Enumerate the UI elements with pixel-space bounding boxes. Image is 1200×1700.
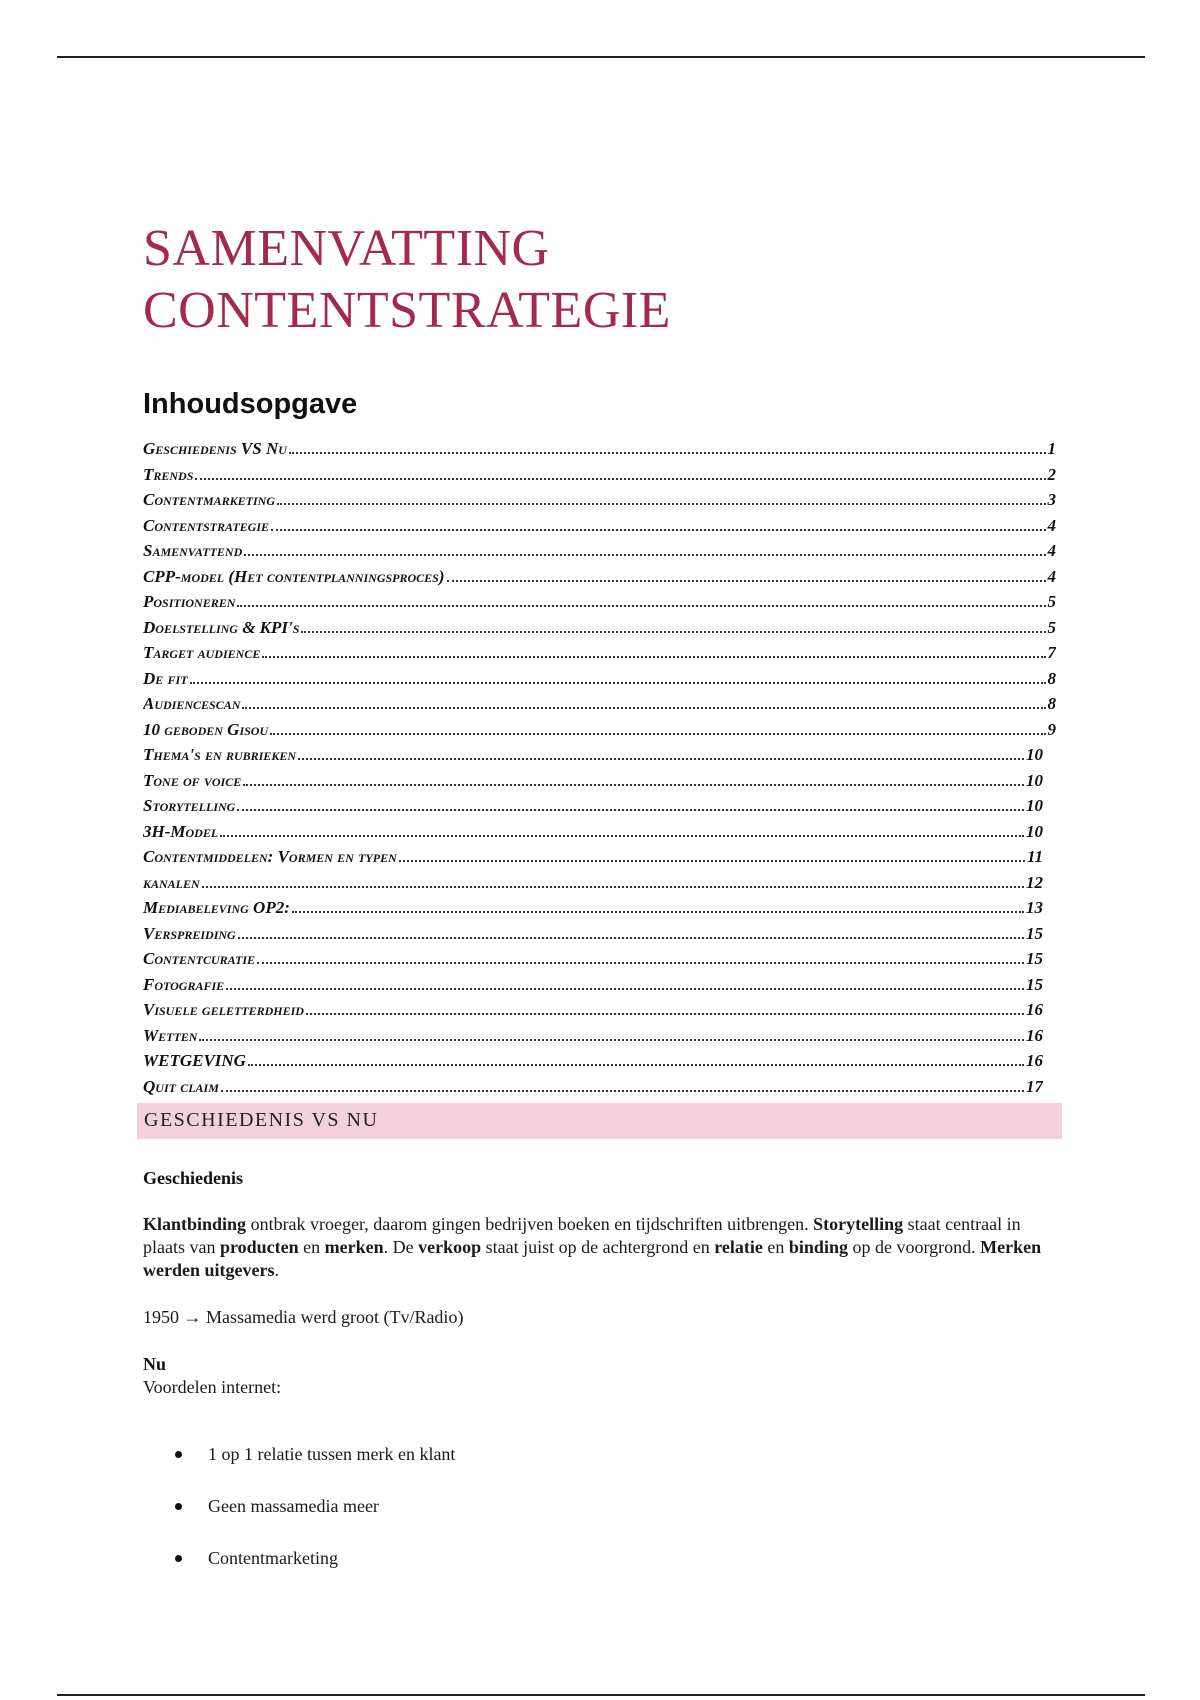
toc-leader-dots — [199, 1039, 1024, 1041]
bullet-icon — [175, 1503, 182, 1510]
list-item-text: Contentmarketing — [208, 1547, 338, 1568]
footer-rule — [57, 1694, 1145, 1696]
toc-entry-label[interactable]: Contentstrategie — [143, 515, 270, 535]
toc-entry-label[interactable]: CPP-model (Het contentplanningsproces) — [143, 566, 445, 586]
toc-entry[interactable] — [143, 592, 1056, 618]
bold-term: Klantbinding — [143, 1214, 247, 1234]
toc-entry-page[interactable]: 5 — [1047, 592, 1056, 611]
toc-leader-dots — [237, 605, 1045, 607]
toc-entry-label[interactable]: De fit — [143, 668, 188, 688]
toc-entry-page[interactable]: 3 — [1047, 490, 1056, 509]
toc-heading: Inhoudsopgave — [143, 388, 358, 420]
toc-entry[interactable] — [143, 618, 1056, 644]
bullet-icon — [175, 1555, 182, 1562]
toc-entry-label[interactable]: Fotografie — [143, 974, 225, 994]
toc-entry-page[interactable]: 9 — [1047, 719, 1056, 739]
toc-entry[interactable] — [143, 490, 1056, 516]
title-line-2: CONTENTSTRATEGIE — [143, 282, 671, 339]
toc-entry[interactable] — [143, 873, 1043, 899]
toc-entry-label[interactable]: Audiencescan — [143, 694, 241, 713]
toc-entry[interactable] — [143, 822, 1043, 848]
toc-leader-dots — [298, 758, 1024, 760]
toc-entry-label[interactable]: Storytelling — [143, 796, 236, 815]
toc-entry-page[interactable]: 4 — [1047, 566, 1056, 586]
toc-leader-dots — [292, 911, 1024, 913]
toc-entry-label[interactable]: Mediabeleving OP2: — [143, 898, 290, 917]
toc-entry-page[interactable]: 5 — [1047, 617, 1056, 637]
text-run: en — [298, 1237, 325, 1257]
toc-leader-dots — [257, 962, 1024, 964]
toc-entry-page[interactable]: 11 — [1026, 847, 1043, 866]
toc-entry[interactable] — [143, 796, 1043, 822]
toc-entry-page[interactable]: 12 — [1026, 872, 1043, 892]
toc-entry-page[interactable]: 4 — [1047, 541, 1056, 560]
toc-entry[interactable] — [143, 1077, 1043, 1103]
list-item — [175, 1532, 455, 1584]
toc-entry-page[interactable]: 10 — [1026, 745, 1043, 764]
toc-entry-label[interactable]: Positioneren — [143, 592, 236, 611]
toc-entry-label[interactable]: Contentmiddelen: Vormen en typen — [143, 847, 397, 866]
sub-heading-geschiedenis: Geschiedenis — [143, 1168, 244, 1188]
toc-entry-page[interactable]: 10 — [1026, 821, 1043, 841]
toc-entry-page[interactable]: 16 — [1026, 1000, 1043, 1019]
toc-leader-dots — [242, 707, 1045, 709]
section-heading: GESCHIEDENIS VS NU — [144, 1109, 379, 1131]
toc-entry-label[interactable]: Visuele geletterdheid — [143, 1000, 304, 1019]
toc-entry-label[interactable]: Contentmarketing — [143, 490, 276, 509]
toc-entry-page[interactable]: 7 — [1047, 643, 1056, 662]
toc-entry[interactable] — [143, 541, 1056, 567]
text-run: . De — [383, 1237, 419, 1257]
toc-entry[interactable] — [143, 567, 1056, 593]
toc-leader-dots — [190, 682, 1046, 684]
toc-leader-dots — [289, 452, 1046, 454]
toc-entry-label[interactable]: kanalen — [143, 872, 200, 892]
voordelen-label: Voordelen internet: — [143, 1377, 282, 1397]
toc-entry-page[interactable]: 17 — [1026, 1076, 1043, 1096]
toc-entry-page[interactable]: 8 — [1047, 668, 1056, 688]
sub-heading-nu: Nu — [143, 1354, 167, 1374]
toc-leader-dots — [447, 580, 1046, 582]
toc-entry-label[interactable]: WETGEVING — [143, 1051, 246, 1070]
toc-entry[interactable] — [143, 975, 1043, 1001]
toc-entry-page[interactable]: 15 — [1026, 923, 1043, 943]
paragraph-1950: 1950 → Massamedia werd groot (Tv/Radio) — [143, 1307, 464, 1327]
document-title — [143, 218, 671, 342]
bold-term: producten — [219, 1237, 299, 1257]
header-rule — [57, 56, 1145, 58]
toc-entry-page[interactable]: 13 — [1026, 898, 1043, 917]
list-item — [175, 1428, 455, 1480]
toc-entry-label[interactable]: Contentcuratie — [143, 949, 256, 968]
toc-entry[interactable] — [143, 847, 1043, 873]
toc-entry-page[interactable]: 15 — [1026, 949, 1043, 968]
toc-entry[interactable] — [143, 465, 1056, 491]
section-heading-bar — [137, 1103, 1062, 1139]
toc-entry-label[interactable]: Trends — [143, 464, 194, 484]
text-run: op de voorgrond. — [847, 1237, 981, 1257]
toc-leader-dots — [270, 733, 1045, 735]
toc-leader-dots — [262, 656, 1045, 658]
toc-entry[interactable] — [143, 439, 1056, 465]
bullet-icon — [175, 1451, 182, 1458]
text-run: ontbrak vroeger, daarom gingen bedrijven boeken en tijdschriften uitbrengen. — [246, 1214, 814, 1234]
toc-entry[interactable] — [143, 924, 1043, 950]
toc-leader-dots — [244, 554, 1045, 556]
toc-entry-label[interactable]: Quit claim — [143, 1076, 219, 1096]
toc-entry-page[interactable]: 15 — [1026, 974, 1043, 994]
table-of-contents — [143, 439, 1056, 1102]
toc-entry-page[interactable]: 16 — [1026, 1025, 1043, 1045]
toc-entry[interactable] — [143, 949, 1043, 975]
toc-leader-dots — [301, 631, 1045, 633]
toc-leader-dots — [248, 1064, 1024, 1066]
title-line-1: SAMENVATTING — [143, 220, 550, 277]
text-run: en — [762, 1237, 789, 1257]
toc-entry-label[interactable]: Geschiedenis VS Nu — [143, 439, 287, 458]
toc-leader-dots — [220, 835, 1024, 837]
toc-entry-label[interactable]: 10 geboden Gisou — [143, 719, 269, 739]
bold-term: merken — [324, 1237, 384, 1257]
toc-leader-dots — [399, 860, 1025, 862]
bold-term: Merken werden uitgevers — [143, 1237, 1042, 1280]
toc-leader-dots — [221, 1090, 1024, 1092]
toc-entry-page[interactable]: 2 — [1047, 464, 1056, 484]
toc-entry-page[interactable]: 10 — [1026, 796, 1043, 815]
bold-term: Storytelling — [813, 1214, 904, 1234]
toc-entry-label[interactable]: Wetten — [143, 1025, 198, 1045]
bold-term: relatie — [714, 1237, 763, 1257]
toc-entry[interactable] — [143, 1000, 1043, 1026]
toc-entry-label[interactable]: Target audience — [143, 643, 261, 662]
toc-entry-page[interactable]: 4 — [1047, 515, 1056, 535]
toc-entry-label[interactable]: Verspreiding — [143, 923, 236, 943]
toc-entry[interactable] — [143, 720, 1056, 746]
toc-entry-page[interactable]: 10 — [1026, 770, 1043, 790]
toc-entry-page[interactable]: 16 — [1026, 1051, 1043, 1070]
list-item-text: 1 op 1 relatie tussen merk en klant — [208, 1443, 456, 1464]
toc-entry[interactable] — [143, 694, 1056, 720]
toc-leader-dots — [202, 886, 1024, 888]
toc-entry[interactable] — [143, 643, 1056, 669]
text-run: staat juist op de achtergrond en — [481, 1237, 715, 1257]
list-item — [175, 1480, 455, 1532]
paragraph-geschiedenis — [143, 1213, 1053, 1282]
toc-leader-dots — [238, 937, 1024, 939]
toc-entry[interactable] — [143, 669, 1056, 695]
bullet-list — [175, 1428, 455, 1584]
toc-leader-dots — [277, 503, 1045, 505]
toc-leader-dots — [226, 988, 1024, 990]
toc-entry[interactable] — [143, 745, 1043, 771]
toc-entry-label[interactable]: Samenvattend — [143, 541, 243, 560]
toc-entry-label[interactable]: Thema's en rubrieken — [143, 745, 296, 764]
toc-entry[interactable] — [143, 1051, 1043, 1077]
toc-leader-dots — [306, 1013, 1024, 1015]
toc-entry[interactable] — [143, 771, 1043, 797]
toc-leader-dots — [271, 529, 1045, 531]
toc-entry-label[interactable]: 3H-Model — [143, 821, 219, 841]
toc-entry-label[interactable]: Doelstelling & KPI's — [143, 617, 300, 637]
bold-term: verkoop — [418, 1237, 482, 1257]
toc-leader-dots — [237, 809, 1024, 811]
text-run: . — [274, 1260, 279, 1280]
list-item-text: Geen massamedia meer — [208, 1495, 379, 1516]
toc-leader-dots — [195, 478, 1045, 480]
bold-term: binding — [788, 1237, 848, 1257]
text-run: staat centraal in plaats van — [143, 1214, 1021, 1257]
toc-entry[interactable] — [143, 516, 1056, 542]
toc-leader-dots — [243, 784, 1024, 786]
toc-entry-page[interactable]: 1 — [1047, 439, 1056, 458]
toc-entry-page[interactable]: 8 — [1047, 694, 1056, 713]
toc-entry-label[interactable]: Tone of voice — [143, 770, 242, 790]
toc-entry[interactable] — [143, 1026, 1043, 1052]
toc-entry[interactable] — [143, 898, 1043, 924]
